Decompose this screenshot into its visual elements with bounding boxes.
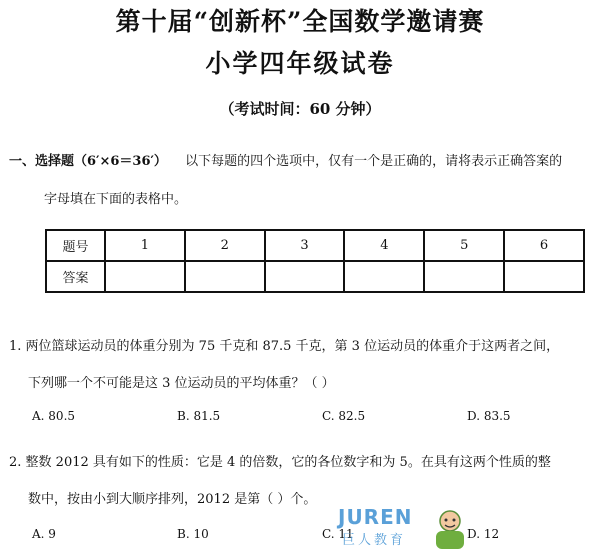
answer-table-answer-row (46, 261, 584, 292)
mascot-logo-icon (430, 507, 470, 551)
question-number-cell: 1 (105, 230, 185, 261)
section1-instruction-2: 字母填在下面的表格中。 (44, 192, 188, 207)
answer-cell[interactable] (185, 261, 265, 292)
answer-cell[interactable] (424, 261, 504, 292)
question-number-cell: 3 (265, 230, 345, 261)
question-1-line-2: 下列哪一个不可能是这 3 位运动员的平均体重？（ ） (28, 376, 335, 391)
watermark-cn: 巨人教育 (342, 533, 407, 548)
answer-table-row2-label: 答案 (46, 261, 105, 292)
answer-table-number-row (46, 230, 584, 261)
exam-subtitle: 小学四年级试卷 (205, 49, 395, 78)
answer-cell[interactable] (344, 261, 424, 292)
answer-cell[interactable] (504, 261, 584, 292)
answer-table (45, 229, 585, 293)
question-1-line-1: 1. 两位篮球运动员的体重分别为 75 千克和 87.5 千克，第 3 位运动员的体重介于这两者之间， (9, 339, 560, 354)
section1-heading-line (9, 150, 562, 169)
question-number-cell: 2 (185, 230, 265, 261)
question-1-option-c: C. 82.5 (322, 409, 366, 423)
question-number-cell: 4 (344, 230, 424, 261)
section1-instruction-1: 以下每题的四个选项中，仅有一个是正确的，请将表示正确答案的 (185, 154, 563, 169)
question-2-line-1: 2. 整数 2012 具有如下的性质：它是 4 的倍数，它的各位数字和为 5。在具有这两个性质的整 (9, 455, 551, 470)
question-2-option-c: C. 11 (322, 527, 354, 541)
question-2-line-2: 数中，按由小到大顺序排列，2012 是第（ ）个。 (28, 492, 317, 507)
question-number-cell: 6 (504, 230, 584, 261)
answer-table-row1-label: 题号 (46, 230, 105, 261)
watermark-brand: JUREN (338, 505, 413, 529)
question-2-option-b: B. 10 (177, 527, 209, 541)
exam-title: 第十届“创新杯”全国数学邀请赛 (115, 7, 485, 36)
answer-cell[interactable] (105, 261, 185, 292)
question-1-option-b: B. 81.5 (177, 409, 221, 423)
question-1-option-a: A. 80.5 (32, 409, 76, 423)
question-2-option-d: D. 12 (467, 527, 500, 541)
section1-heading: 一、选择题（6′×6＝36′） (9, 154, 167, 169)
exam-time-note: （考试时间：60 分钟） (219, 100, 381, 118)
question-number-cell: 5 (424, 230, 504, 261)
answer-cell[interactable] (265, 261, 345, 292)
question-2-option-a: A. 9 (32, 527, 56, 541)
question-1-option-d: D. 83.5 (467, 409, 511, 423)
